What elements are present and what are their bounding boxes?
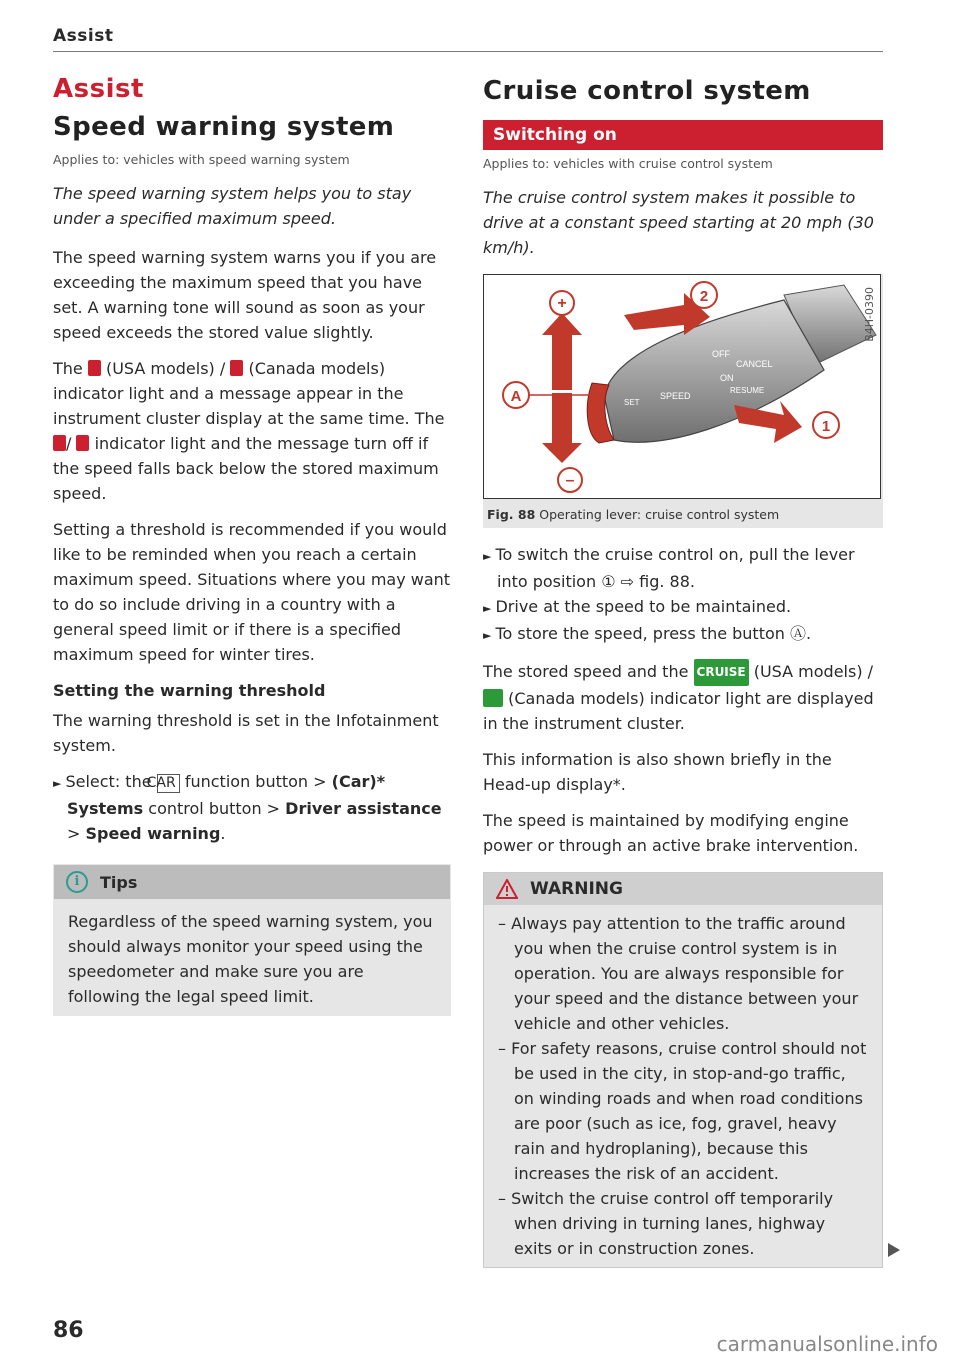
svg-text:+: + bbox=[557, 295, 567, 312]
right-column bbox=[483, 70, 883, 1268]
warning-item: – For safety reasons, cruise control should not be used in the city, in stop-and-go traffic, on winding roads and when road conditions are poor (such as ice, fog, gravel, heavy rain and hydroplaning), because this increases the risk of an accident. bbox=[498, 1039, 867, 1183]
warning-body bbox=[484, 905, 882, 1267]
watermark: carmanualsonline.info bbox=[716, 1332, 938, 1356]
figure-caption: Fig. 88 Operating lever: cruise control system bbox=[487, 507, 780, 522]
svg-text:–: – bbox=[565, 472, 575, 489]
arrow-down-icon bbox=[542, 393, 582, 463]
lever-resume-label: RESUME bbox=[730, 386, 765, 395]
car-key-label: CAR bbox=[157, 774, 180, 793]
lever-set-label: SET bbox=[624, 398, 640, 407]
continue-arrow-icon bbox=[888, 1243, 900, 1257]
instruction-step: ► To switch the cruise control on, pull the lever into position ① ⇨ fig. 88. bbox=[483, 545, 855, 591]
arrow-up-icon bbox=[542, 313, 582, 390]
applies-note: Applies to: vehicles with cruise control system bbox=[483, 156, 773, 171]
cruise-indicator-icon: CRUISE bbox=[694, 659, 749, 686]
svg-text:A: A bbox=[510, 388, 522, 405]
lever-on-label: ON bbox=[720, 373, 734, 383]
bullet-arrow-icon: ► bbox=[483, 602, 492, 615]
paragraph-indicator: The (USA models) / (Canada models) indicator light and a message appear in the instrument cluster display at the same time. The / indicator light and the message turn off if the speed falls back below the stored maximum speed. bbox=[53, 359, 445, 503]
warning-item: – Always pay attention to the traffic around you when the cruise control system is in operation. You are always responsible for your speed and the distance between your vehicle and other vehicles. bbox=[498, 914, 859, 1033]
cruise-indicator-canada-icon bbox=[483, 689, 503, 707]
warning-triangle-icon bbox=[496, 879, 518, 899]
instruction-step: ► To store the speed, press the button Ⓐ. bbox=[483, 624, 812, 643]
arrow-one-icon bbox=[734, 401, 802, 443]
lever-off-label: OFF bbox=[712, 349, 730, 359]
info-icon: i bbox=[66, 871, 88, 893]
figure-code: B4H-0390 bbox=[863, 287, 876, 342]
cruise-control-title: Cruise control system bbox=[483, 76, 811, 106]
intro-text: The speed warning system helps you to stay under a specified maximum speed. bbox=[53, 184, 412, 228]
section-title: Assist bbox=[53, 74, 144, 104]
lever-cancel-label: CANCEL bbox=[736, 359, 773, 369]
tips-box bbox=[53, 864, 451, 1016]
paragraph-infotainment: The warning threshold is set in the Infotainment system. bbox=[53, 711, 439, 755]
speed-warning-indicator-canada-icon bbox=[76, 435, 89, 451]
warning-box bbox=[483, 872, 883, 1268]
page-number: 86 bbox=[53, 1318, 84, 1343]
cruise-lever-illustration bbox=[483, 274, 881, 499]
paragraph-threshold: Setting a threshold is recommended if you would like to be reminded when you reach a certain maximum speed. Situations where you may want to do so include driving in a country with a general speed limit or if there is a specified maximum speed for winter tires. bbox=[53, 520, 451, 664]
instruction-step: ► Drive at the speed to be maintained. bbox=[483, 597, 792, 616]
speed-warning-title: Speed warning system bbox=[53, 112, 395, 142]
switching-on-bar: Switching on bbox=[483, 120, 883, 150]
subheading-threshold: Setting the warning threshold bbox=[53, 681, 326, 700]
tips-header: i Tips bbox=[54, 865, 450, 899]
svg-text:1: 1 bbox=[821, 418, 831, 435]
running-header: Assist bbox=[53, 26, 114, 46]
lever-diagram bbox=[484, 275, 880, 498]
figure-88 bbox=[483, 274, 883, 528]
warning-item: – Switch the cruise control off temporarily when driving in turning lanes, highway exits or in construction zones. bbox=[498, 1189, 834, 1258]
left-column bbox=[53, 70, 451, 1016]
paragraph-maintained: The speed is maintained by modifying engine power or through an active brake intervention. bbox=[483, 811, 859, 855]
warning-header: WARNING bbox=[484, 873, 882, 905]
paragraph-headup: This information is also shown briefly in the Head-up display*. bbox=[483, 750, 832, 794]
speed-warning-indicator-icon bbox=[53, 435, 66, 451]
bullet-arrow-icon: ► bbox=[53, 777, 62, 790]
applies-note: Applies to: vehicles with speed warning system bbox=[53, 152, 350, 167]
speed-warning-indicator-icon bbox=[88, 360, 101, 376]
instruction-step: ► Select: the CAR function button > (Car)* Systems control button > Driver assistance > Speed warning. bbox=[53, 772, 442, 843]
paragraph-warns: The speed warning system warns you if you are exceeding the maximum speed that you have set. A warning tone will sound as soon as your speed exceeds the stored value slightly. bbox=[53, 248, 437, 342]
bullet-arrow-icon: ► bbox=[483, 550, 492, 563]
tips-body: Regardless of the speed warning system, you should always monitor your speed using the speedometer and make sure you are following the legal speed limit. bbox=[68, 912, 433, 1006]
svg-text:2: 2 bbox=[699, 288, 709, 305]
speed-warning-indicator-canada-icon bbox=[230, 360, 243, 376]
bullet-arrow-icon: ► bbox=[483, 629, 492, 642]
header-divider bbox=[53, 51, 883, 52]
intro-text: The cruise control system makes it possible to drive at a constant speed starting at 20 mph (30 km/h). bbox=[483, 188, 874, 257]
lever-speed-label: SPEED bbox=[660, 391, 691, 401]
paragraph-stored-speed: The stored speed and the CRUISE (USA models) / (Canada models) indicator light are displayed in the instrument cluster. bbox=[483, 659, 883, 736]
